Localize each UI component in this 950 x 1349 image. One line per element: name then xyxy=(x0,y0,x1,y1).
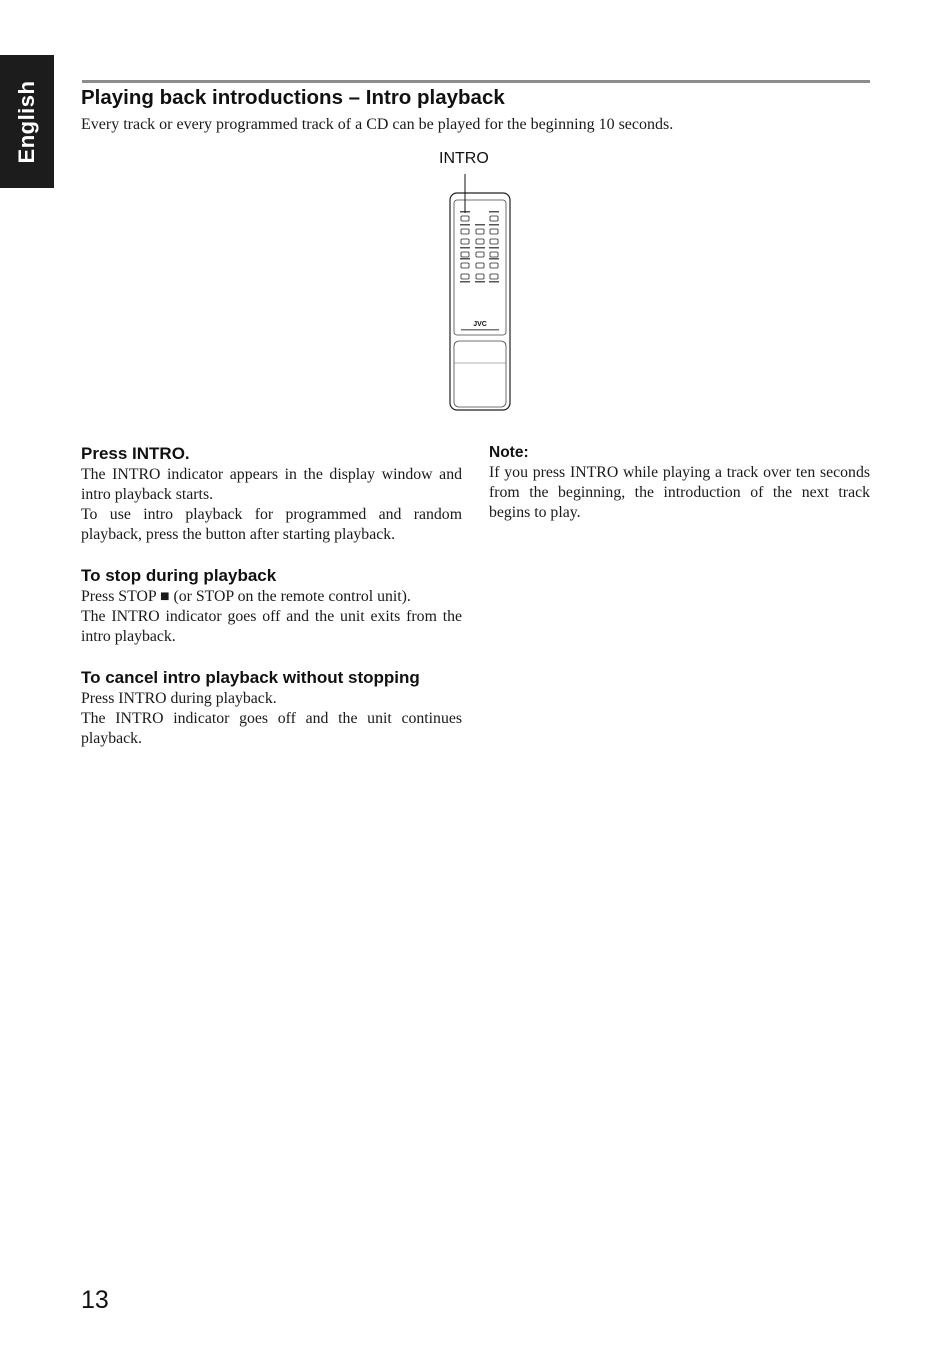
cancel-intro-section xyxy=(81,667,462,749)
svg-text:JVC: JVC xyxy=(473,321,487,328)
page-title: Playing back introductions – Intro playback xyxy=(81,86,505,109)
press-intro-section xyxy=(81,443,462,545)
section-heading: Press INTRO. xyxy=(81,444,190,463)
note-text: If you press INTRO while playing a track over ten seconds from the beginning, the introduction of the next track begins to play. xyxy=(489,464,870,521)
page-subtitle: Every track or every programmed track of a CD can be played for the beginning 10 seconds. xyxy=(81,116,674,133)
section-paragraph: The INTRO indicator appears in the display window and intro playback starts. xyxy=(81,466,462,503)
stop-during-playback-section xyxy=(81,565,462,647)
section-paragraph: The INTRO indicator goes off and the unit exits from the intro playback. xyxy=(81,608,462,645)
remote-figure xyxy=(430,145,530,415)
language-tab xyxy=(0,55,54,188)
remote-control-illustration xyxy=(430,145,530,415)
instructions-column xyxy=(81,443,462,769)
note-column xyxy=(489,443,870,523)
page-number: 13 xyxy=(81,1286,109,1314)
intro-callout-label: INTRO xyxy=(439,150,489,167)
section-paragraph: The INTRO indicator goes off and the unit continues playback. xyxy=(81,710,462,747)
section-heading: To cancel intro playback without stopping xyxy=(81,668,420,687)
language-tab-label: English xyxy=(14,80,39,163)
section-paragraph: Press INTRO during playback. xyxy=(81,690,277,707)
section-heading: To stop during playback xyxy=(81,566,277,585)
note-heading: Note: xyxy=(489,444,529,461)
section-paragraph: To use intro playback for programmed and random playback, press the button after starting playback. xyxy=(81,506,462,543)
section-paragraph: Press STOP ■ (or STOP on the remote control unit). xyxy=(81,588,411,605)
header-rule xyxy=(82,80,870,83)
